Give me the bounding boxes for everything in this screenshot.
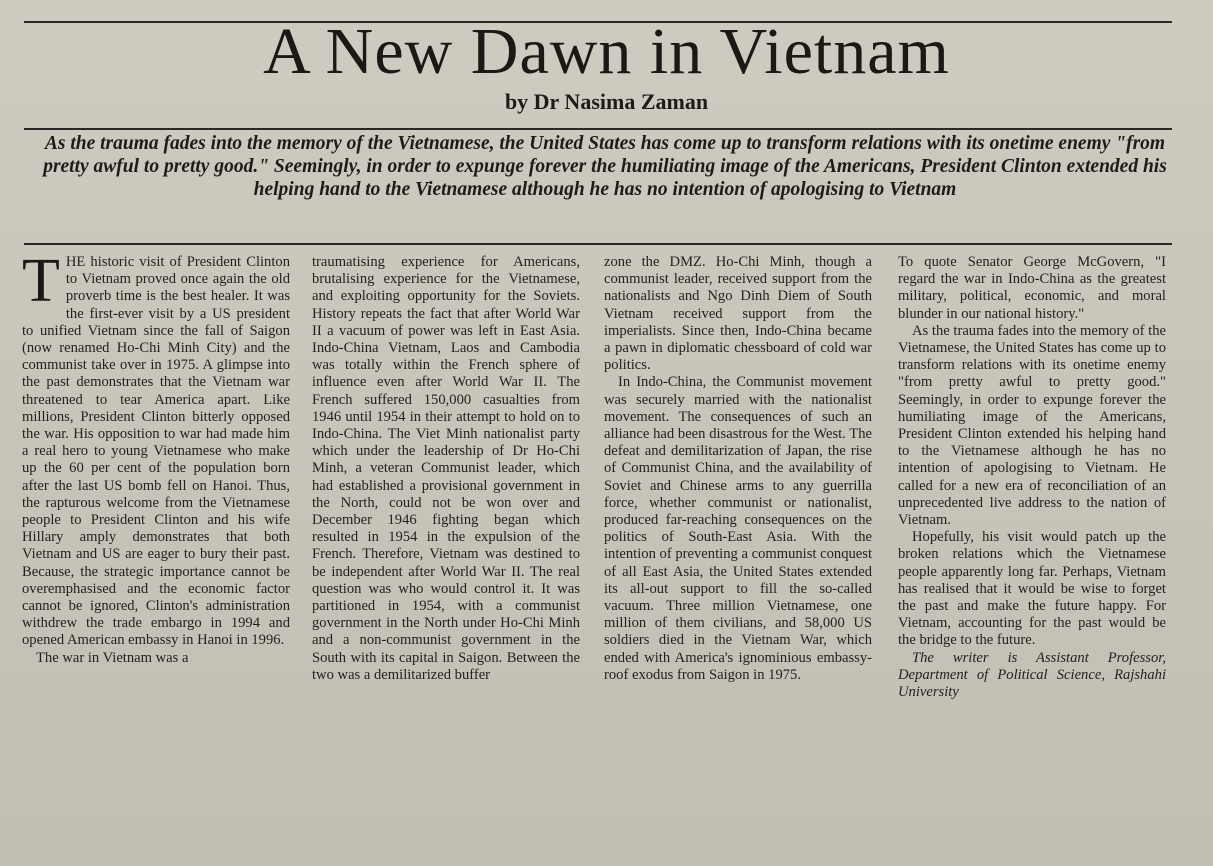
column-1-paragraph-1-text: HE historic visit of President Clinton to Vietnam proved once again the old proverb time is the best healer. It was the first-ever visit by a US president to unified Vietnam since the fall of Saigon (now renamed Ho-Chi Minh City) and the communist take over in 1975. A glimpse into the past demonstrates that the Vietnam war threatened to tear America apart. Like millions, President Clinton bitterly opposed the war. His opposition to war had made him a real hero to young Vietnamese who make up the 60 per cent of the population born after the last US bomb fell on Hanoi. Thus, the rapturous welcome from the Vietnamese people to President Clinton and his wife Hillary amply demonstrates that both Vietnam and US are eager to bury their past. Because, the strategic importance cannot be overemphasised and the economic factor cannot be ignored, Clinton's administration withdrew the trade embargo in 1994 and opened American embassy in Hanoi in 1996. [22,254,290,649]
column-1 [22,254,290,844]
column-2-paragraph-1: traumatising experience for Americans, brutalising experience for the Vietnamese, and exploiting opportunity for the Soviets. History repeats the fact that after World War II a vacuum of power was left in East Asia. Indo-China Vietnam, Laos and Cambodia was totally within the French sphere of influence even after World War II. The French suffered 150,000 casualties from 1946 until 1954 in their attempt to hold on to Indo-China. The Viet Minh nationalist party which under the leadership of Dr Ho-Chi Minh, a veteran Communist leader, which had established a provisional government in the North, could not be won over and December 1946 fighting began which resulted in 1954 in the expulsion of the French. Therefore, Vietnam was destined to be independent after World War II. The real question was who would control it. It was partitioned in 1954, with a communist government in the North under Ho-Chi Minh and a non-communist government in the South with its capital in Saigon. Between the two was a demilitarized buffer [312,254,580,683]
column-4 [898,254,1166,844]
column-1-paragraph-2: The war in Vietnam was a [36,649,189,666]
column-4-paragraph-2: As the trauma fades into the memory of the Vietnamese, the United States has come up to transform relations with its onetime enemy "from pretty awful to pretty good." Seemingly, in order to expunge forever the humiliating image of the Americans, President Clinton extended his helping hand to the Vietnamese although he has no intention of apologising to Vietnam. He called for a new era of reconciliation of an unprecedented live address to the nation of Vietnam. [898,322,1166,529]
column-3 [604,254,872,844]
standfirst-top-rule [24,128,1172,130]
column-3-paragraph-1: zone the DMZ. Ho-Chi Minh, though a communist leader, received support from the nationalists and Ngo Dinh Diem of South Vietnam received support from the imperialists. Since then, Indo-China became a pawn in diplomatic chessboard of cold war politics. [604,254,872,374]
column-1-paragraph-1 [22,254,290,650]
author-credit: The writer is Assistant Professor, Department of Political Science, Rajshahi University [898,649,1166,701]
column-4-paragraph-1: To quote Senator George McGovern, "I regard the war in Indo-China as the greatest military, political, economic, and moral blunder in our national history." [898,254,1166,322]
standfirst-bottom-rule [24,243,1172,245]
article-title: A New Dawn in Vietnam [263,15,950,88]
column-4-paragraph-3: Hopefully, his visit would patch up the broken relations which the Vietnamese people apparently long far. Perhaps, Vietnam has realised that it would be wise to forget the past and make the future happy. For Vietnam, accounting for the past would be the bridge to the future. [898,529,1166,649]
article-standfirst: As the trauma fades into the memory of the Vietnamese, the United States has come up to transform relations with its onetime enemy "from pretty awful to pretty good." Seemingly, in order to expunge forever the humiliating image of the Americans, President Clinton extended his helping hand to the Vietnamese although he has no intention of apologising to Vietnam [43,133,1167,200]
column-2 [312,254,580,844]
drop-cap: T [22,254,60,315]
column-3-paragraph-2: In Indo-China, the Communist movement was securely married with the nationalist movement. The consequences of such an alliance had been disastrous for the West. The defeat and demilitarization of Japan, the rise of Communist China, and the availability of Soviet and Chinese arms to any guerrilla force, whether communist or nationalist, produced far-reaching consequences on the politics of South-East Asia. With the intention of preventing a communist conquest of all East Asia, the United States extended its all-out support to fill the so-called vacuum. Three million Vietnamese, one million of them civilians, and 58,000 US soldiers died in the Vietnam War, which ended with America's ignominious embassy-roof exodus from Saigon in 1975. [604,374,872,683]
article-byline: by Dr Nasima Zaman [504,89,709,114]
